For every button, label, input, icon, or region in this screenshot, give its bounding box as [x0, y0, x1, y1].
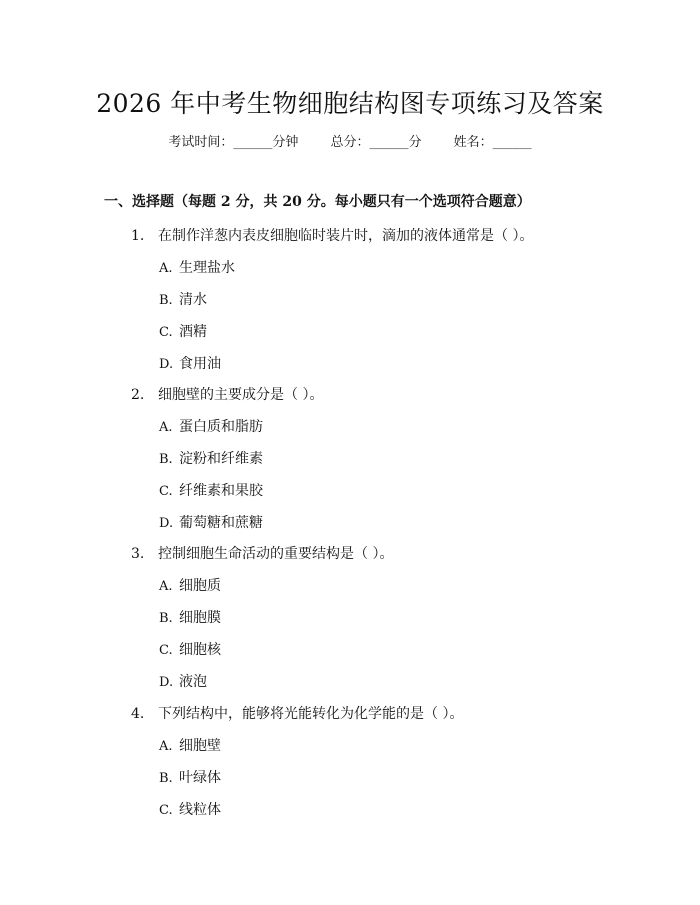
option-text: 淀粉和纤维素	[179, 451, 263, 467]
exam-time-label: 考试时间：	[168, 135, 234, 150]
option-3b	[159, 607, 221, 627]
question-number: 1.	[131, 228, 145, 244]
exam-meta-line	[0, 131, 700, 150]
page-title: 2026 年中考生物细胞结构图专项练习及答案	[96, 89, 604, 118]
question-number: 4.	[131, 706, 145, 722]
option-4a	[159, 735, 221, 755]
option-2b	[159, 448, 263, 468]
option-text: 清水	[179, 292, 207, 308]
option-2a	[159, 416, 263, 436]
option-letter: A.	[159, 579, 173, 594]
option-1d	[159, 353, 221, 373]
question-text: 下列结构中，能够将光能转化为化学能的是（ ）。	[158, 706, 464, 722]
option-text: 细胞膜	[179, 610, 221, 626]
question-text: 在制作洋葱内表皮细胞临时装片时，滴加的液体通常是（ ）。	[158, 228, 534, 244]
question-text: 细胞壁的主要成分是（ ）。	[158, 387, 324, 403]
exam-time-blank: ______	[233, 135, 273, 150]
exam-time-field	[168, 135, 298, 150]
option-letter: C.	[159, 803, 173, 818]
option-text: 细胞质	[179, 578, 221, 594]
question-text: 控制细胞生命活动的重要结构是（ ）。	[158, 546, 394, 562]
option-1c	[159, 321, 207, 341]
option-3c	[159, 639, 221, 659]
option-4b	[159, 767, 221, 787]
option-letter: D.	[159, 357, 174, 372]
student-name-blank: ______	[492, 135, 532, 150]
option-letter: A.	[159, 739, 173, 754]
question-4	[131, 703, 463, 723]
option-letter: D.	[159, 675, 174, 690]
total-score-label: 总分：	[330, 135, 370, 150]
option-letter: A.	[159, 420, 173, 435]
option-text: 纤维素和果胶	[179, 483, 263, 499]
option-letter: B.	[159, 293, 173, 308]
option-letter: B.	[159, 452, 173, 467]
option-2d	[159, 512, 263, 532]
option-text: 叶绿体	[179, 770, 221, 786]
option-text: 葡萄糖和蔗糖	[179, 515, 263, 531]
question-3	[131, 543, 393, 563]
question-1	[131, 225, 533, 245]
question-2	[131, 384, 323, 404]
option-text: 线粒体	[179, 802, 221, 818]
option-letter: C.	[159, 325, 173, 340]
option-letter: A.	[159, 261, 173, 276]
option-1a	[159, 257, 235, 277]
option-letter: B.	[159, 771, 173, 786]
option-text: 细胞核	[179, 642, 221, 658]
option-3a	[159, 575, 221, 595]
option-2c	[159, 480, 263, 500]
student-name-label: 姓名：	[453, 135, 493, 150]
option-4c	[159, 799, 221, 819]
option-letter: C.	[159, 643, 173, 658]
option-text: 液泡	[179, 674, 207, 690]
total-score-blank: ______	[369, 135, 409, 150]
question-number: 2.	[131, 387, 145, 403]
option-text: 食用油	[179, 356, 221, 372]
option-text: 生理盐水	[179, 260, 235, 276]
question-number: 3.	[131, 546, 145, 562]
option-3d	[159, 671, 207, 691]
option-text: 细胞壁	[179, 738, 221, 754]
exam-time-unit: 分钟	[272, 135, 299, 150]
option-text: 蛋白质和脂肪	[179, 419, 263, 435]
option-letter: B.	[159, 611, 173, 626]
option-letter: C.	[159, 484, 173, 499]
student-name-field	[454, 135, 532, 150]
option-text: 酒精	[179, 324, 207, 340]
section-heading-multiple-choice: 一、选择题（每题 2 分，共 20 分。每小题只有一个选项符合题意）	[104, 194, 531, 210]
total-score-unit: 分	[408, 135, 422, 150]
option-1b	[159, 289, 207, 309]
total-score-field	[330, 135, 421, 150]
option-letter: D.	[159, 516, 174, 531]
